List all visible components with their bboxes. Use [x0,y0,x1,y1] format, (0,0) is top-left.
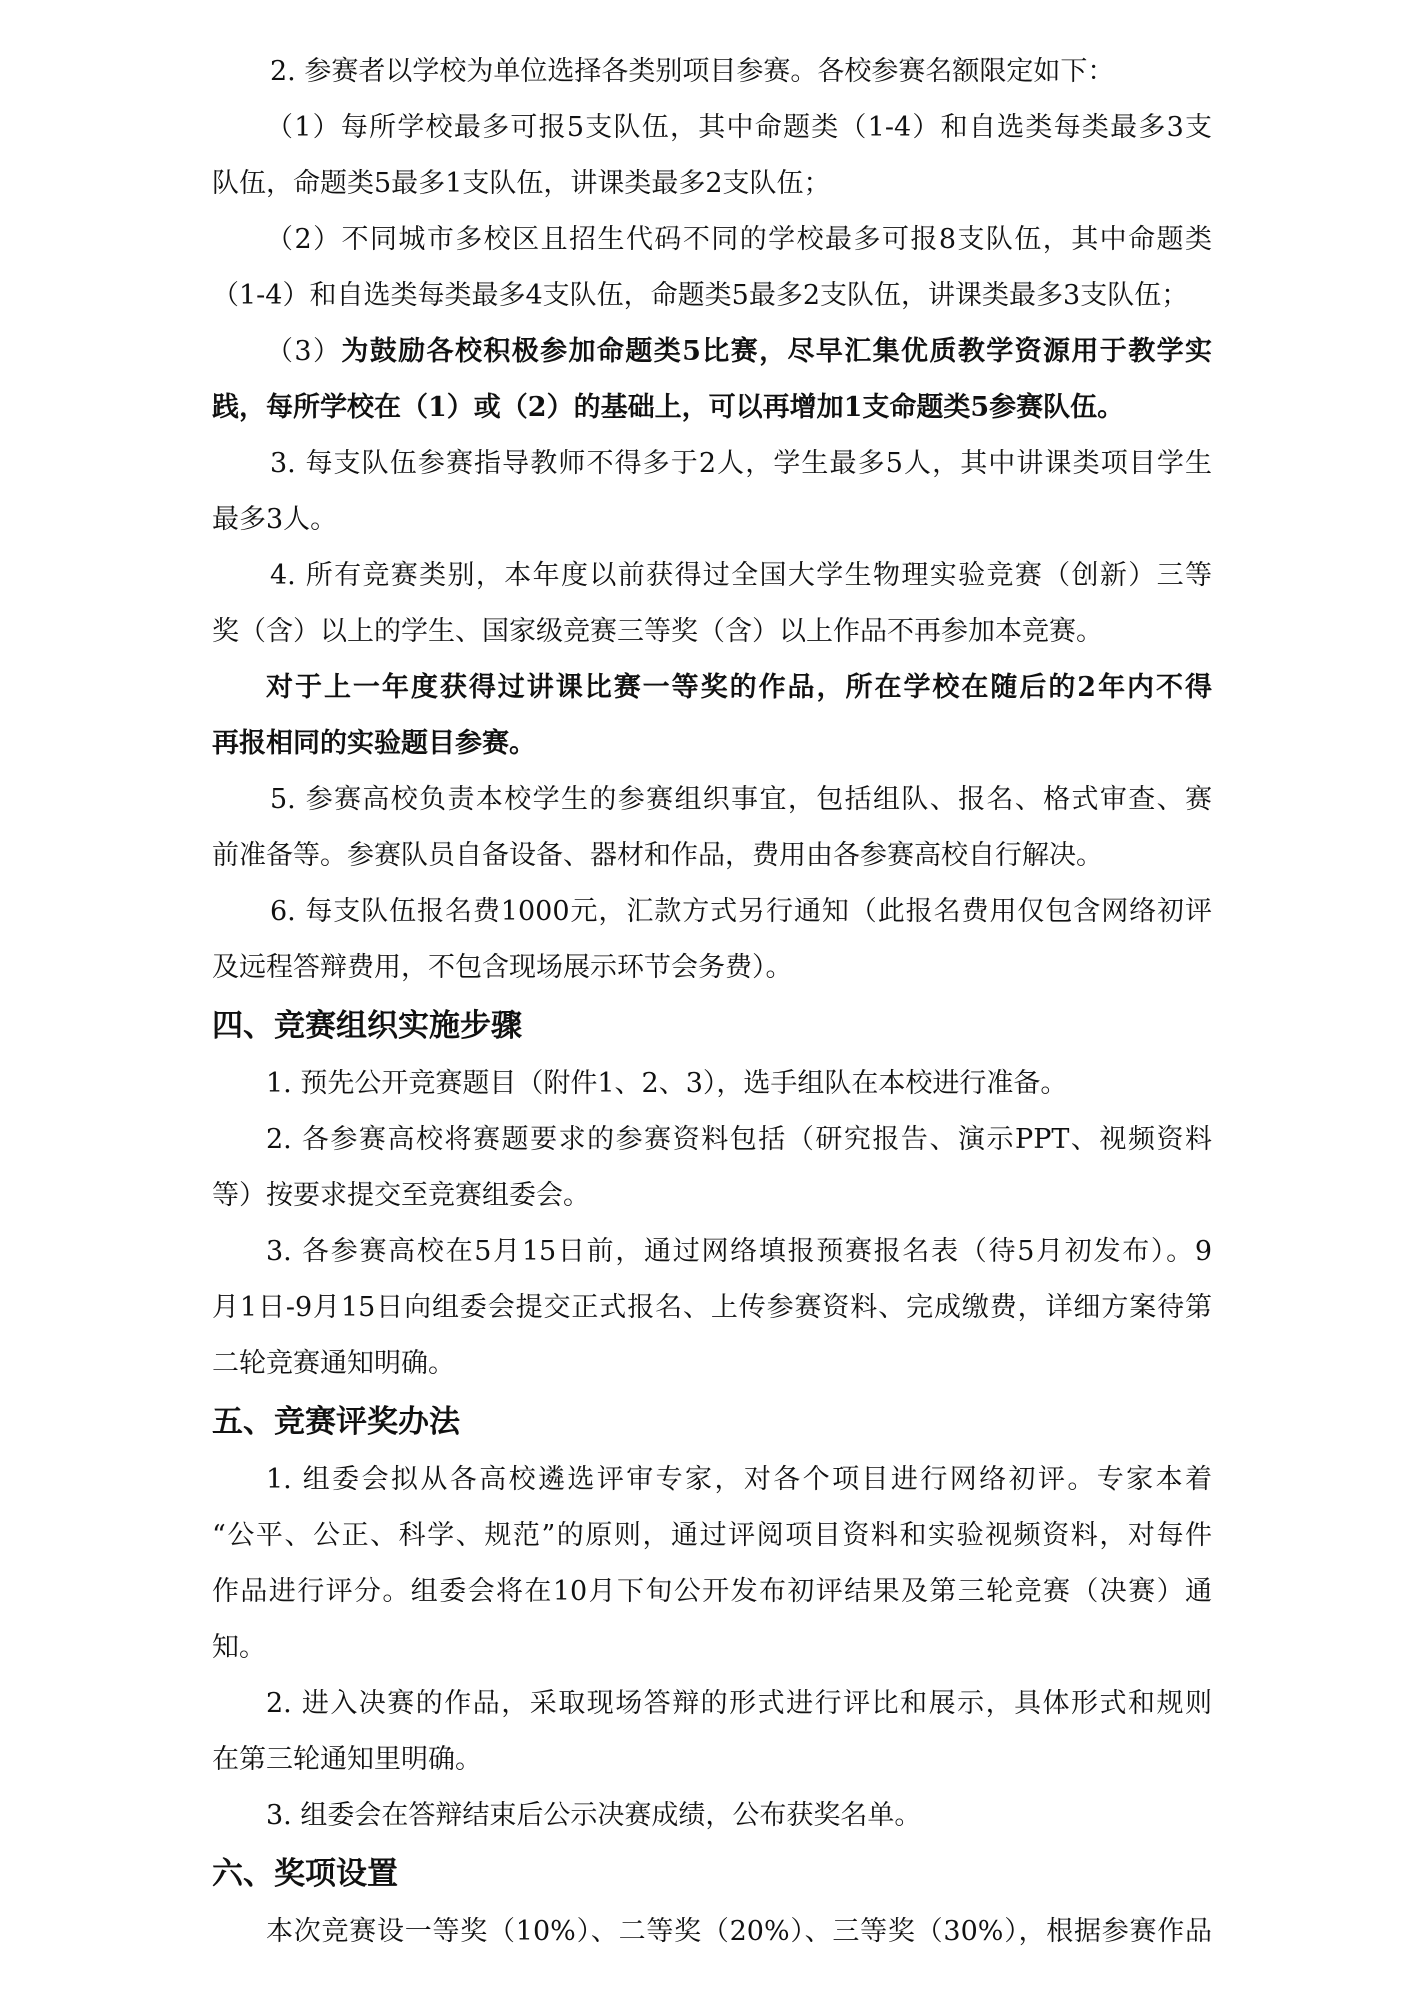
step-3-line-2: 月1日-9月15日向组委会提交正式报名、上传参赛资料、完成缴费，详细方案待第 [212,1292,1212,1323]
rule-item-6-line-2: 及远程答辩费用，不包含现场展示环节会务费）。 [212,952,793,983]
section-5-heading: 五、竞赛评奖办法 [212,1404,460,1440]
award-method-2-line-1: 2. 进入决赛的作品，采取现场答辩的形式进行评比和展示，具体形式和规则 [266,1688,1212,1719]
rule-item-2-3-line-2: 践，每所学校在（1）或（2）的基础上，可以再增加1支命题类5参赛队伍。 [212,392,1125,423]
step-3-line-1: 3. 各参赛高校在5月15日前，通过网络填报预赛报名表（待5月初发布）。9 [266,1236,1212,1267]
rule-item-5-line-2: 前准备等。参赛队员自备设备、器材和作品，费用由各参赛高校自行解决。 [212,840,1103,871]
step-3-line-3: 二轮竞赛通知明确。 [212,1348,455,1379]
rule-item-3-line-1: 3. 每支队伍参赛指导教师不得多于2人，学生最多5人，其中讲课类项目学生 [270,448,1212,479]
award-method-3: 3. 组委会在答辩结束后公示决赛成绩，公布获奖名单。 [266,1800,922,1831]
award-method-1-line-1: 1. 组委会拟从各高校遴选评审专家，对各个项目进行网络初评。专家本着 [266,1464,1212,1495]
section-4-heading: 四、竞赛组织实施步骤 [212,1008,522,1044]
rule-item-2-2-line-1: （2）不同城市多校区且招生代码不同的学校最多可报8支队伍，其中命题类 [266,224,1212,255]
step-1: 1. 预先公开竞赛题目（附件1、2、3），选手组队在本校进行准备。 [266,1068,1068,1099]
rule-item-4-bold-line-1: 对于上一年度获得过讲课比赛一等奖的作品，所在学校在随后的2年内不得 [266,672,1212,703]
rule-item-2-1-line-1: （1）每所学校最多可报5支队伍，其中命题类（1-4）和自选类每类最多3支 [266,112,1212,143]
award-method-1-line-3: 作品进行评分。组委会将在10月下旬公开发布初评结果及第三轮竞赛（决赛）通 [212,1576,1212,1607]
section-6-heading: 六、奖项设置 [212,1856,398,1892]
document-page [212,44,1212,1960]
rule-item-6-line-1: 6. 每支队伍报名费1000元，汇款方式另行通知（此报名费用仅包含网络初评 [270,896,1212,927]
rule-item-2-3-prefix: （3） [266,336,342,367]
rule-item-5-line-1: 5. 参赛高校负责本校学生的参赛组织事宜，包括组队、报名、格式审查、赛 [270,784,1212,815]
step-2-line-2: 等）按要求提交至竞赛组委会。 [212,1180,590,1211]
prize-setting-line-1: 本次竞赛设一等奖（10%）、二等奖（20%）、三等奖（30%），根据参赛作品 [266,1916,1212,1947]
rule-item-4-line-1: 4. 所有竞赛类别，本年度以前获得过全国大学生物理实验竞赛（创新）三等 [270,560,1212,591]
rule-item-2-3-bold-text: 为鼓励各校积极参加命题类5比赛，尽早汇集优质教学资源用于教学实 [341,336,1212,367]
rule-item-2-3-line-1 [212,324,1212,380]
rule-item-4-line-2: 奖（含）以上的学生、国家级竞赛三等奖（含）以上作品不再参加本竞赛。 [212,616,1103,647]
rule-item-2: 2. 参赛者以学校为单位选择各类别项目参赛。各校参赛名额限定如下： [270,56,1115,87]
rule-item-2-1-line-2: 队伍，命题类5最多1支队伍，讲课类最多2支队伍； [212,168,831,199]
rule-item-4-bold-line-2: 再报相同的实验题目参赛。 [212,728,536,759]
rule-item-3-line-2: 最多3人。 [212,504,338,535]
step-2-line-1: 2. 各参赛高校将赛题要求的参赛资料包括（研究报告、演示PPT、视频资料 [266,1124,1212,1155]
award-method-1-line-2: “公平、公正、科学、规范”的原则，通过评阅项目资料和实验视频资料，对每件 [212,1520,1212,1551]
award-method-2-line-2: 在第三轮通知里明确。 [212,1744,482,1775]
rule-item-2-2-line-2: （1-4）和自选类每类最多4支队伍，命题类5最多2支队伍，讲课类最多3支队伍； [212,280,1189,311]
award-method-1-line-4: 知。 [212,1632,266,1663]
